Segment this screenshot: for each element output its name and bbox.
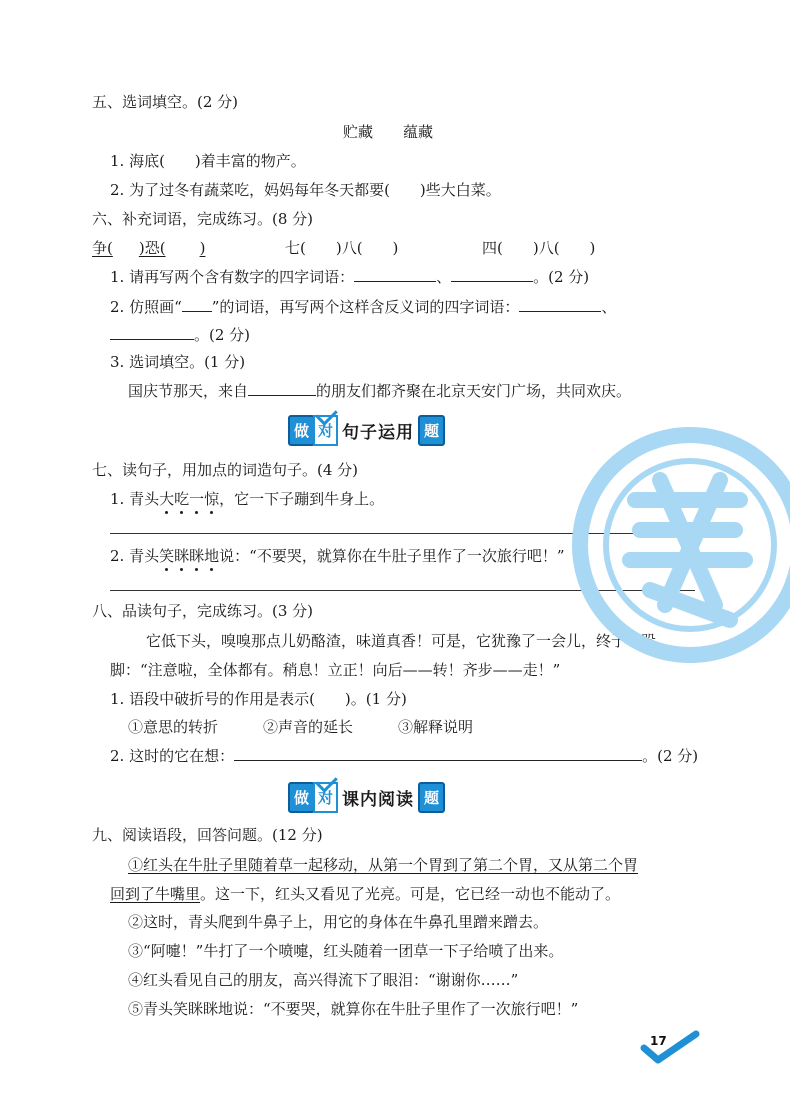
section-5-title: 五、选词填空。(2 分) — [92, 93, 239, 111]
answer-blank[interactable] — [234, 746, 642, 761]
answer-blank[interactable] — [451, 267, 533, 282]
section-9-title: 九、阅读语段，回答问题。(12 分) — [92, 826, 323, 844]
banner-zuo: 做 — [288, 415, 315, 446]
underlined-text: ①红头在牛肚子里随着草一起移动，从第一个胃到了第二个胃，又从第二个胃 — [128, 856, 639, 874]
watermark-stamp-icon — [540, 420, 790, 680]
s8-passage-line-1: 它低下头，嗅嗅那点儿奶酪渣，味道真香！可是，它犹豫了一会儿，终于一跺 — [146, 632, 657, 650]
dotted-char: 吃 — [174, 490, 190, 508]
section-8-title: 八、品读句子，完成练习。(3 分) — [92, 602, 314, 620]
word-fill-3: 四( )八( ) — [482, 239, 596, 257]
dotted-char: 地 — [204, 547, 220, 565]
section-7-title: 七、读句子，用加点的词造句子。(4 分) — [92, 461, 359, 479]
answer-blank[interactable] — [110, 325, 194, 340]
s8-question-2: 2. 这时的它在想： 。(2 分) — [110, 747, 699, 765]
sample-blank — [182, 297, 212, 312]
answer-blank[interactable] — [519, 297, 601, 312]
s6-question-2-cont: 。(2 分) — [110, 325, 250, 345]
dotted-char: 惊 — [204, 490, 220, 508]
word-choices: 贮藏 蕴藏 — [343, 123, 434, 141]
s9-para-3: ③“阿嚏！”牛打了一个喷嚏，红头随着一团草一下子给喷了出来。 — [128, 942, 564, 960]
word-fill-1 — [92, 238, 205, 258]
banner-ti: 题 — [418, 415, 445, 446]
answer-blank[interactable] — [354, 267, 436, 282]
banner-title: 句子运用 — [342, 422, 415, 443]
banner-dui: 对 — [313, 782, 338, 813]
banner-dui: 对 — [313, 415, 338, 446]
s9-para-2: ②这时，青头爬到牛鼻子上，用它的身体在牛鼻孔里蹭来蹭去。 — [128, 913, 549, 931]
s7-question-2: 2. 青头笑眯眯地说：“不要哭，就算你在牛肚子里作了一次旅行吧！” — [110, 547, 565, 565]
dotted-char: 一 — [189, 490, 205, 508]
s9-para-5: ⑤青头笑眯眯地说：“不要哭，就算你在牛肚子里作了一次旅行吧！” — [128, 1000, 579, 1018]
page-checkmark-icon — [640, 1030, 700, 1064]
s9-para-4: ④红头看见自己的朋友，高兴得流下了眼泪：“谢谢你……” — [128, 971, 519, 989]
s6-question-3-sentence: 国庆节那天，来自 的朋友们都齐聚在北京天安门广场，共同欢庆。 — [128, 382, 632, 400]
banner-title: 课内阅读 — [342, 789, 415, 810]
dotted-char: 笑 — [159, 547, 175, 565]
section-6-title: 六、补充词语，完成练习。(8 分) — [92, 210, 314, 228]
word-fill-1-text: 争( )恐( ) — [92, 239, 206, 257]
s9-para-1-line-1 — [128, 855, 638, 875]
s6-question-2: 2. 仿照画“ ”的词语，再写两个这样含反义词的四字词语： 、 — [110, 298, 617, 316]
dotted-char: 大 — [159, 490, 175, 508]
section-banner-sentence-use — [288, 415, 445, 445]
dotted-char: 眯 — [189, 547, 205, 565]
s6-question-1: 1. 请再写两个含有数字的四字词语： 、 。(2 分) — [110, 268, 590, 286]
s6-question-3: 3. 选词填空。(1 分) — [110, 353, 246, 371]
s9-para-1-line-2: 回到了牛嘴里。这一下，红头又看见了光亮。可是，它已经一动也不能动了。 — [110, 885, 621, 903]
s8-options: ①意思的转折 ②声音的延长 ③解释说明 — [128, 718, 474, 736]
page-number: 17 — [650, 1034, 667, 1048]
banner-zuo: 做 — [288, 782, 315, 813]
answer-blank[interactable] — [248, 381, 316, 396]
word-fill-2: 七( )八( ) — [285, 239, 399, 257]
underlined-text: 回到了牛嘴里 — [110, 885, 201, 903]
s8-passage-line-2: 脚：“注意啦，全体都有。稍息！立正！向后——转！齐步——走！” — [110, 661, 561, 679]
section-banner-in-class-reading — [288, 782, 445, 812]
s5-question-1: 1. 海底( )着丰富的物产。 — [110, 152, 306, 170]
s8-question-1: 1. 语段中破折号的作用是表示( )。(1 分) — [110, 690, 407, 708]
s5-question-2: 2. 为了过冬有蔬菜吃，妈妈每年冬天都要( )些大白菜。 — [110, 181, 501, 199]
banner-ti: 题 — [418, 782, 445, 813]
s7-question-1: 1. 青头大吃一惊，它一下子蹦到牛身上。 — [110, 490, 385, 508]
dotted-char: 眯 — [174, 547, 190, 565]
